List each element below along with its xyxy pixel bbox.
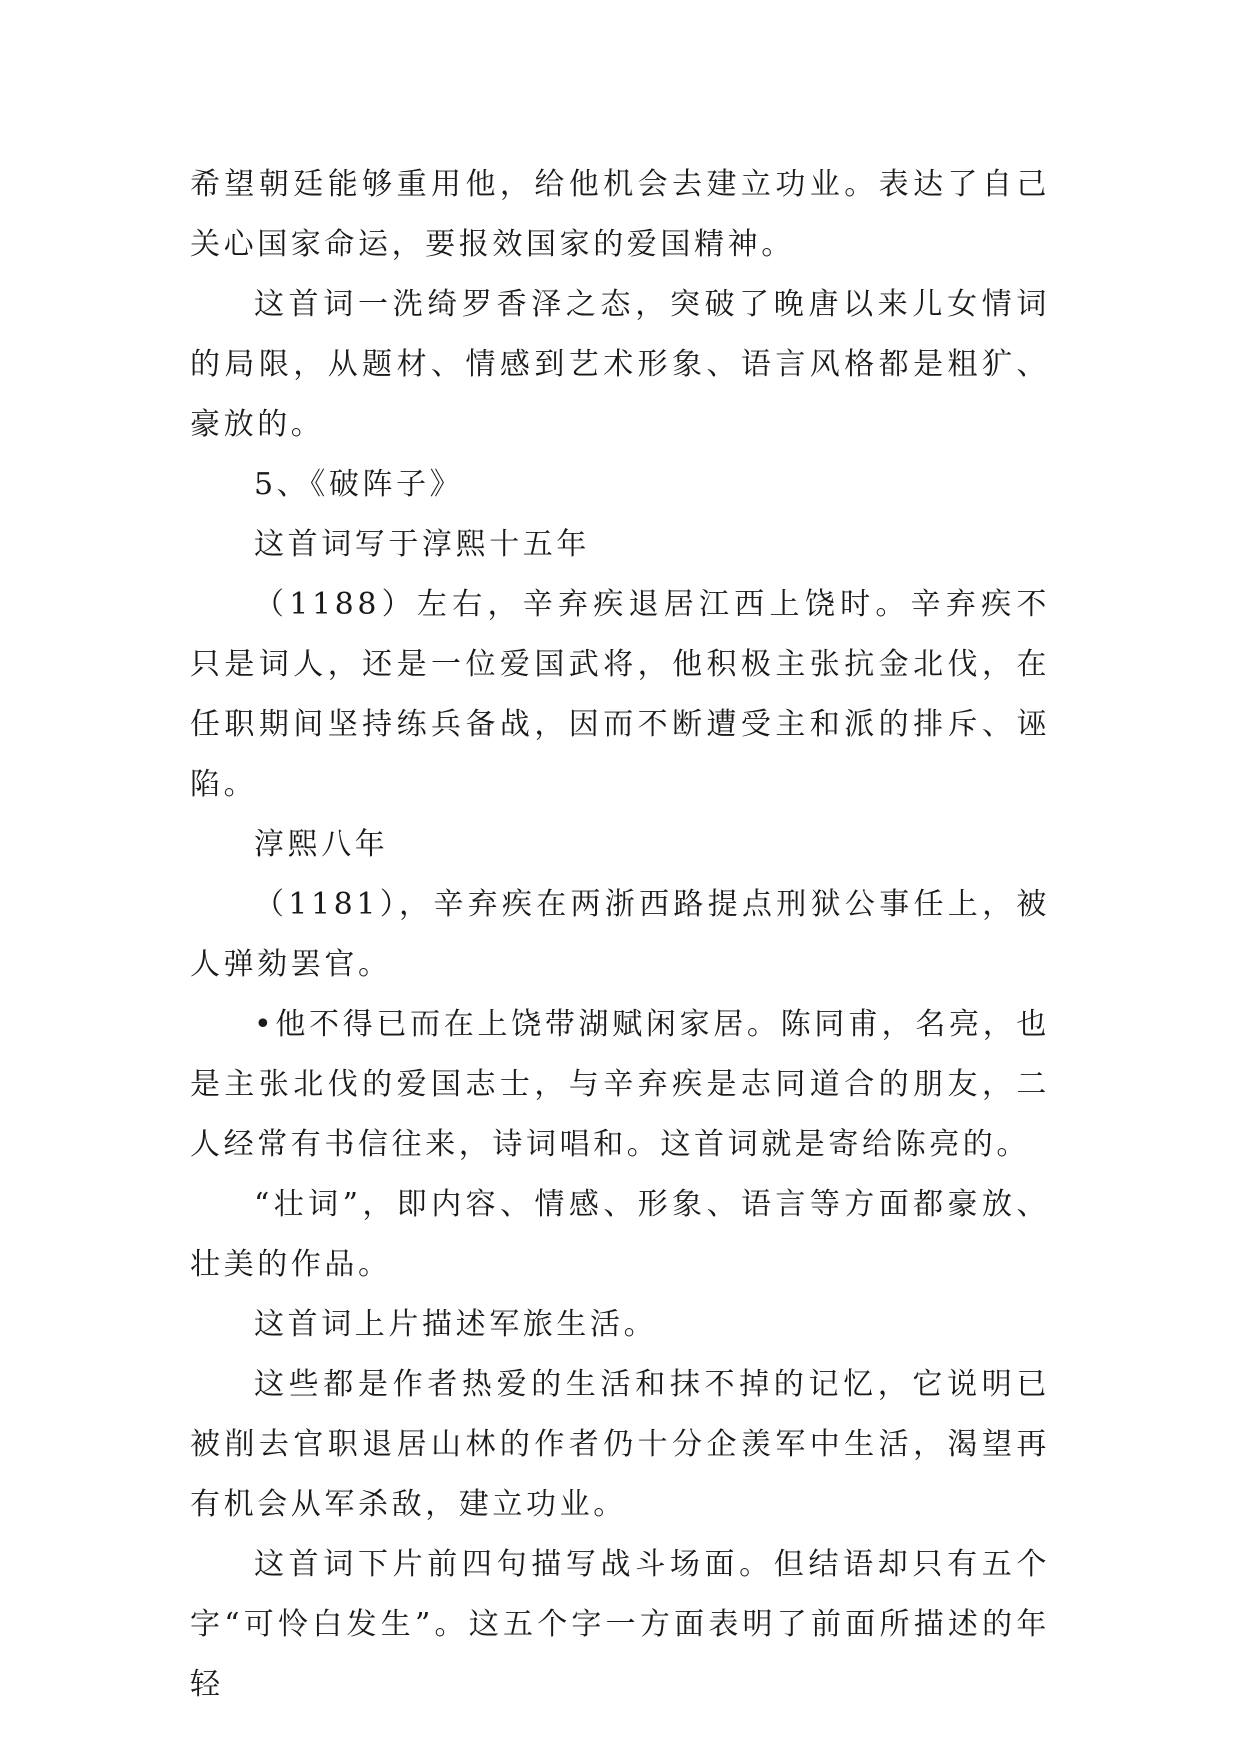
paragraph-10: 这些都是作者热爱的生活和抹不掉的记忆，它说明已被削去官职退居山林的作者仍十分企羡军中生活，渴望再有机会从军杀敌，建立功业。 xyxy=(190,1367,1050,1522)
paragraph-3: 这首词写于淳熙十五年 xyxy=(254,527,590,562)
paragraph-8: “壮词”，即内容、情感、形象、语言等方面都豪放、壮美的作品。 xyxy=(190,1187,1050,1282)
paragraph-5: 淳熙八年 xyxy=(254,827,389,862)
paragraph-6: （1181），辛弃疾在两浙西路提点刑狱公事任上，被人弹劾罢官。 xyxy=(190,887,1050,982)
document-body xyxy=(190,155,1050,1715)
paragraph-11: 这首词下片前四句描写战斗场面。但结语却只有五个字“可怜白发生”。这五个字一方面表明了前面所描述的年轻 xyxy=(190,1547,1050,1702)
paragraph-2: 这首词一洗绮罗香泽之态，突破了晚唐以来儿女情词的局限，从题材、情感到艺术形象、语言风格都是粗犷、豪放的。 xyxy=(190,287,1050,442)
paragraph-9: 这首词上片描述军旅生活。 xyxy=(254,1307,658,1342)
paragraph-1: 希望朝廷能够重用他，给他机会去建立功业。表达了自己关心国家命运，要报效国家的爱国精神。 xyxy=(190,167,1050,262)
paragraph-4: （1188）左右，辛弃疾退居江西上饶时。辛弃疾不只是词人，还是一位爱国武将，他积极主张抗金北伐，在任职期间坚持练兵备战，因而不断遭受主和派的排斥、诬陷。 xyxy=(190,587,1050,802)
section-heading: 5、《破阵子》 xyxy=(254,467,464,502)
paragraph-7: •他不得已而在上饶带湖赋闲家居。陈同甫，名亮，也是主张北伐的爱国志士，与辛弃疾是志同道合的朋友，二人经常有书信往来，诗词唱和。这首词就是寄给陈亮的。 xyxy=(190,1007,1050,1162)
